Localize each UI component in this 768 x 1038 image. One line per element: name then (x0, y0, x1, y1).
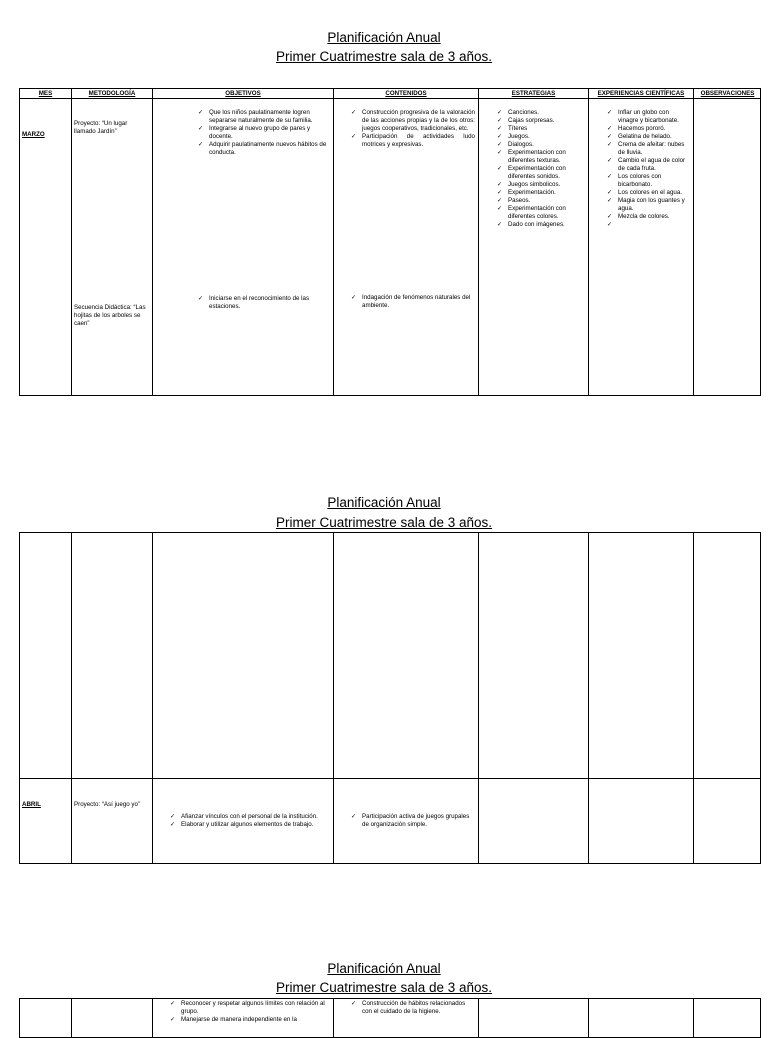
page3-title-line2: Primer Cuatrimestre sala de 3 años. (275, 980, 493, 995)
list-item: ✓ Afianzar vínculos con el personal de la institución. (170, 813, 330, 821)
list-item: ✓ Integrarse al nuevo grupo de pares y docente. (198, 125, 330, 141)
list-item: ✓ Participación activa de juegos grupales de organización simple. (351, 813, 475, 829)
header-estrategias: ESTRATEGIAS (511, 90, 556, 97)
list-item: ✓ Construcción progresiva de la valoración de las acciones propias y la de los otros: juegos cooperativos, tradicionales, etc. (351, 109, 475, 133)
list-item: ✓ Que los niños paulatinamente logren separarse naturalmente de su familia. (198, 109, 330, 125)
list-item: ✓ Dialogos. (497, 141, 585, 149)
objetivos-list-page3 (170, 1000, 332, 1024)
list-item: ✓ Construcción de hábitos relacionados con el cuidado de la higiene. (351, 1000, 471, 1016)
list-item: ✓ Inflar un globo con vinagre y bicarbonate. (607, 109, 689, 125)
page2-title-line2: Primer Cuatrimestre sala de 3 años. (275, 515, 493, 530)
header-objetivos: OBJETIVOS (225, 90, 261, 97)
metodologia-secuencia-marzo: Secuencia Didáctica: “Las hojitas de los arboles se caen” (74, 304, 146, 327)
list-item: ✓ Cambio el agua de color de cada fruta. (607, 157, 689, 173)
list-item: ✓ Indagación de fenómenos naturales del ambiente. (351, 294, 471, 310)
list-item: ✓ Participación de actividades ludo motrices y expresivas. (351, 133, 475, 149)
page1-title-line1: Planificación Anual (327, 30, 441, 45)
list-item: ✓ Reconocer y respetar algunos límites con relación al grupo. (170, 1000, 332, 1016)
objetivos-list-abril (170, 813, 330, 829)
list-item: ✓ Experimentación. (497, 189, 585, 197)
header-observaciones: OBSERVACIONES (700, 90, 755, 97)
objetivos-list-marzo (198, 109, 330, 157)
list-item: ✓ Experimentación con diferentes sonidos. (497, 165, 585, 181)
page3-title-line1: Planificación Anual (327, 961, 441, 976)
list-item: ✓ Magia con los guantes y agua. (607, 197, 689, 213)
page1-title-line2: Primer Cuatrimestre sala de 3 años. (275, 49, 493, 64)
contenidos-list-marzo (351, 109, 475, 149)
contenidos-list-page3 (351, 1000, 471, 1016)
list-item: ✓ Mezcla de colores. (607, 213, 689, 221)
list-item: ✓ Elaborar y utilizar algunos elementos de trabajo. (170, 821, 330, 829)
list-item: ✓ Manejarse de manera independiente en la (170, 1016, 332, 1024)
header-mes: MES (38, 90, 53, 97)
list-item: ✓ Cajas sorpresas. (497, 117, 585, 125)
contenidos-list-abril (351, 813, 475, 829)
list-item: ✓ Juegos. (497, 133, 585, 141)
month-marzo: MARZO (22, 131, 45, 138)
list-item: ✓ Títeres (497, 125, 585, 133)
page2-title-line1: Planificación Anual (327, 495, 441, 510)
list-item: ✓ Hacemos pororó. (607, 125, 689, 133)
secuencia-objetivos-list (198, 295, 328, 311)
metodologia-proyecto-abril: Proyecto: “Así juego yo” (74, 801, 141, 808)
secuencia-contenidos-list (351, 294, 471, 310)
list-item: ✓ Adquirir paulatinamente nuevos hábitos de conducta. (198, 141, 330, 157)
list-item: ✓ Los colores en el agua. (607, 189, 689, 197)
list-item: ✓ Iniciarse en el reconocimiento de las estaciones. (198, 295, 328, 311)
list-item (607, 221, 689, 229)
list-item: ✓ Crema de afeitar: nubes de lluvia. (607, 141, 689, 157)
list-item: ✓ Paseos. (497, 197, 585, 205)
list-item: ✓ Experimentación con diferentes colores. (497, 205, 585, 221)
list-item: ✓ Experimentacion con diferentes texturas. (497, 149, 585, 165)
list-item: ✓ Gelatina de helado. (607, 133, 689, 141)
header-metodologia: METODOLOGÍA (88, 90, 136, 97)
metodologia-proyecto-marzo: Proyecto: “Un lugar llamado Jardín” (74, 120, 128, 135)
header-experiencias: EXPERIENCIAS CIENTÍFICAS (597, 90, 685, 97)
header-contenidos: CONTENIDOS (385, 90, 427, 97)
planning-table-page1 (19, 88, 761, 396)
list-item: ✓ Juegos simbolicos. (497, 181, 585, 189)
list-item: ✓ Los colores con bicarbonato. (607, 173, 689, 189)
month-abril: ABRIL (22, 801, 41, 808)
planning-table-page2 (19, 532, 761, 864)
list-item: ✓ Canciones. (497, 109, 585, 117)
planning-table-page3 (19, 998, 761, 1038)
experiencias-list-marzo (607, 109, 689, 229)
estrategias-list-marzo (497, 109, 585, 229)
list-item: ✓ Dado con imágenes. (497, 221, 585, 229)
